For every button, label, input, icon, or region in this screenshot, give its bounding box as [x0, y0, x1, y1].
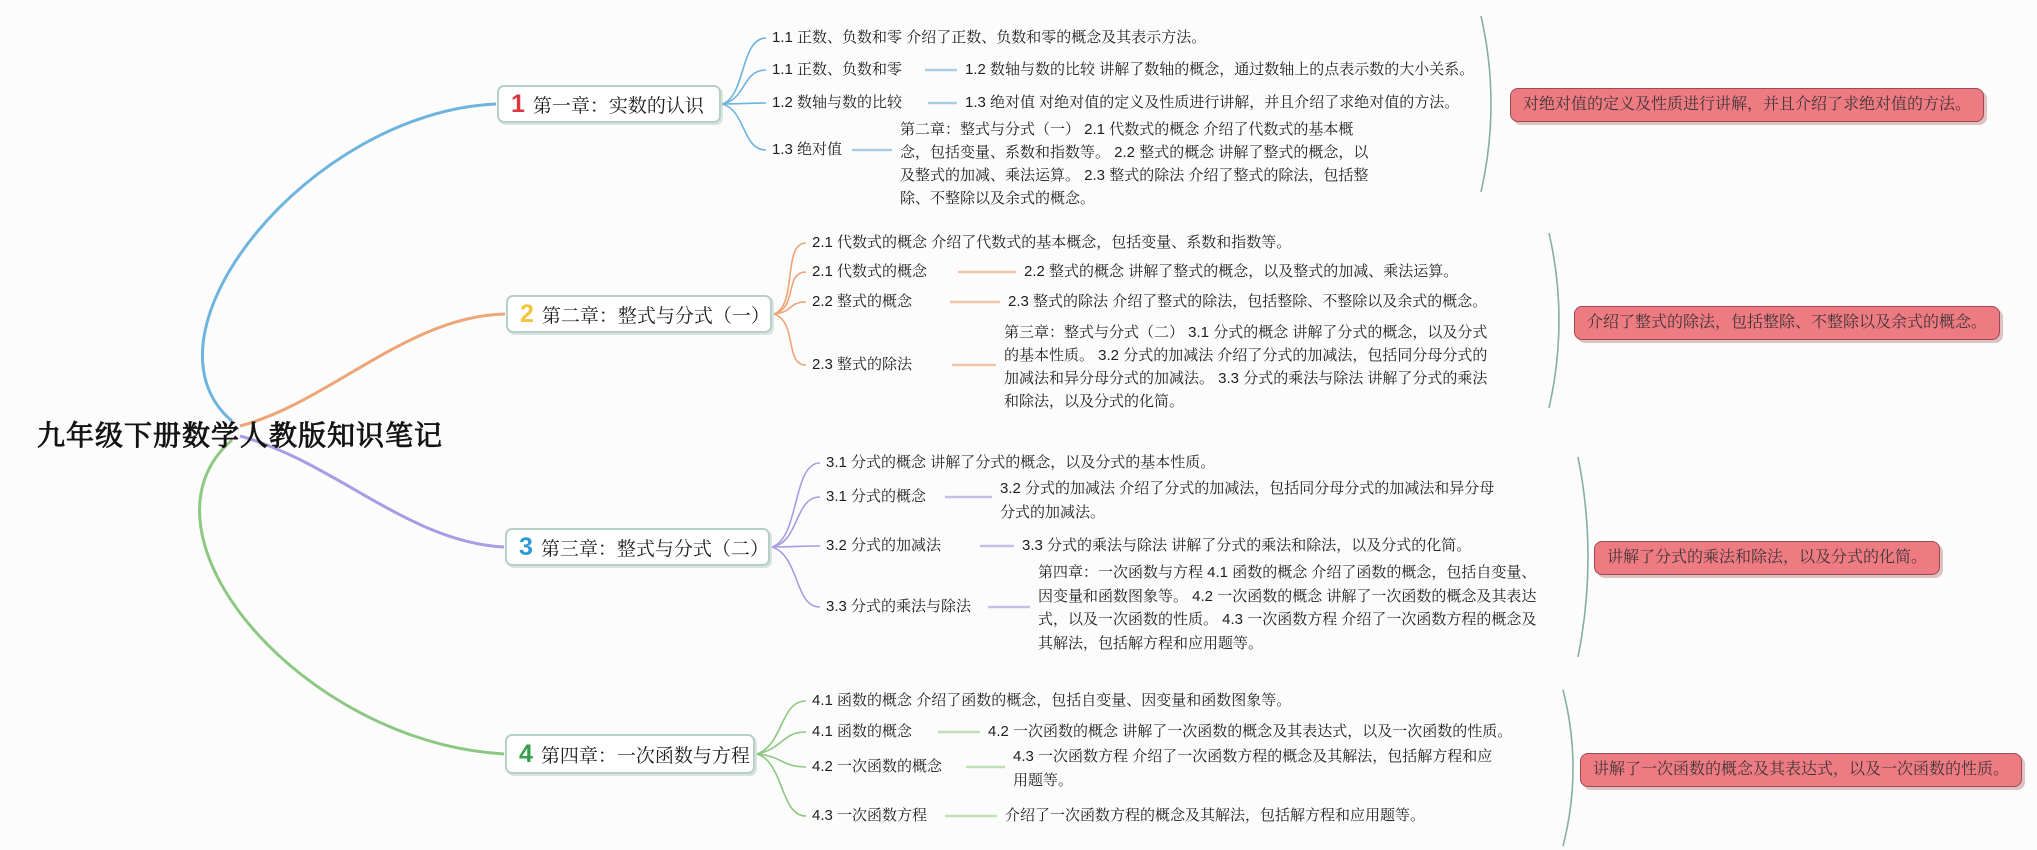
- topic-node[interactable]: 1.3 绝对值: [772, 141, 843, 158]
- brace-chapter-2: [1549, 233, 1559, 408]
- detail-node[interactable]: 3.2 分式的加减法 介绍了分式的加减法，包括同分母分式的加减法和异分母分式的加减法。: [1000, 480, 1495, 521]
- chapter-number-1: 1: [511, 89, 525, 118]
- topic-node[interactable]: 1.1 正数、负数和零: [772, 61, 903, 78]
- chapter-number-2: 2: [520, 299, 534, 328]
- topic-node[interactable]: 3.1 分式的概念: [826, 488, 927, 505]
- topic-node[interactable]: 3.2 分式的加减法: [826, 537, 942, 554]
- topic-node[interactable]: 4.3 一次函数方程: [812, 807, 928, 824]
- detail-node[interactable]: 第三章：整式与分式（二） 3.1 分式的概念 讲解了分式的概念，以及分式的基本性质。 3.2 分式的加减法 介绍了分式的加减法，包括同分母分式的加减法和异分母分式的加减法。 3.3 分式的乘法与除法 讲解了分式的乘法和除法，以及分式的化简。: [1004, 324, 1488, 410]
- branch-curve-1: [202, 104, 496, 421]
- detail-node[interactable]: 2.3 整式的除法 介绍了整式的除法，包括整除、不整除以及余式的概念。: [1008, 293, 1488, 310]
- chapter-title-4: 第四章：一次函数与方程: [540, 745, 750, 767]
- brace-chapter-3: [1578, 457, 1588, 657]
- brace-chapter-1: [1481, 16, 1491, 192]
- callout-chapter-1[interactable]: 对绝对值的定义及性质进行讲解，并且介绍了求绝对值的方法。: [1510, 88, 1984, 122]
- topic-node[interactable]: 1.1 正数、负数和零 介绍了正数、负数和零的概念及其表示方法。: [772, 29, 1207, 46]
- detail-node[interactable]: 1.2 数轴与数的比较 讲解了数轴的概念，通过数轴上的点表示数的大小关系。: [965, 61, 1475, 78]
- root-node[interactable]: 九年级下册数学人教版知识笔记: [37, 420, 444, 451]
- fanout-chapter-1: [722, 38, 766, 150]
- fanout-chapter-4: [757, 701, 806, 816]
- detail-node[interactable]: 3.3 分式的乘法与除法 讲解了分式的乘法和除法，以及分式的化简。: [1022, 537, 1472, 554]
- topic-node[interactable]: 2.3 整式的除法: [812, 356, 913, 373]
- topic-node[interactable]: 2.2 整式的概念: [812, 293, 913, 310]
- topic-node[interactable]: 2.1 代数式的概念 介绍了代数式的基本概念，包括变量、系数和指数等。: [812, 234, 1292, 251]
- fanout-chapter-2: [774, 243, 806, 365]
- detail-node[interactable]: 4.3 一次函数方程 介绍了一次函数方程的概念及其解法，包括解方程和应用题等。: [1013, 748, 1493, 789]
- topic-node[interactable]: 4.1 函数的概念 介绍了函数的概念，包括自变量、因变量和函数图象等。: [812, 692, 1292, 709]
- chapter-title-3: 第三章：整式与分式（二）: [540, 538, 769, 560]
- callout-chapter-2[interactable]: 介绍了整式的除法，包括整除、不整除以及余式的概念。: [1574, 306, 2000, 340]
- detail-node[interactable]: 第四章：一次函数与方程 4.1 函数的概念 介绍了函数的概念，包括自变量、因变量和函数图象等。 4.2 一次函数的概念 讲解了一次函数的概念及其表达式，以及一次函数的性质。 4.3 一次函数方程 介绍了一次函数方程的概念及其解法，包括解方程和应用题等。: [1038, 564, 1537, 652]
- topic-node[interactable]: 1.2 数轴与数的比较: [772, 94, 903, 111]
- detail-node[interactable]: 2.2 整式的概念 讲解了整式的概念，以及整式的加减、乘法运算。: [1024, 263, 1459, 280]
- topic-node[interactable]: 4.1 函数的概念: [812, 723, 913, 740]
- detail-node[interactable]: 1.3 绝对值 对绝对值的定义及性质进行讲解，并且介绍了求绝对值的方法。: [965, 94, 1460, 111]
- chapter-node-2[interactable]: [506, 295, 772, 333]
- chapter-number-4: 4: [519, 739, 533, 768]
- detail-node[interactable]: 4.2 一次函数的概念 讲解了一次函数的概念及其表达式，以及一次函数的性质。: [988, 723, 1513, 740]
- detail-node[interactable]: 介绍了一次函数方程的概念及其解法，包括解方程和应用题等。: [1005, 807, 1426, 824]
- topic-node[interactable]: 3.1 分式的概念 讲解了分式的概念，以及分式的基本性质。: [826, 454, 1216, 471]
- fanout-chapter-3: [772, 463, 820, 607]
- chapter-node-1[interactable]: [497, 85, 721, 123]
- chapter-number-3: 3: [519, 532, 533, 561]
- chapter-node-3[interactable]: [505, 528, 770, 566]
- chapter-title-1: 第一章：实数的认识: [532, 95, 704, 117]
- chapter-title-2: 第二章：整式与分式（一）: [541, 305, 770, 327]
- chapter-node-4[interactable]: [505, 734, 755, 774]
- callout-chapter-4[interactable]: 讲解了一次函数的概念及其表达式，以及一次函数的性质。: [1580, 753, 2022, 787]
- callout-chapter-3[interactable]: 讲解了分式的乘法和除法，以及分式的化简。: [1594, 541, 1940, 575]
- topic-node[interactable]: 3.3 分式的乘法与除法: [826, 598, 972, 615]
- brace-chapter-4: [1563, 690, 1573, 846]
- detail-node[interactable]: 第二章：整式与分式（一） 2.1 代数式的概念 介绍了代数式的基本概念，包括变量、系数和指数等。 2.2 整式的概念 讲解了整式的概念，以及整式的加减、乘法运算。 2.3 整式的除法 介绍了整式的除法，包括整除、不整除以及余式的概念。: [900, 121, 1369, 207]
- topic-node[interactable]: 4.2 一次函数的概念: [812, 758, 943, 775]
- branch-curve-2: [240, 314, 505, 426]
- topic-node[interactable]: 2.1 代数式的概念: [812, 263, 928, 280]
- branch-curve-4: [200, 440, 504, 754]
